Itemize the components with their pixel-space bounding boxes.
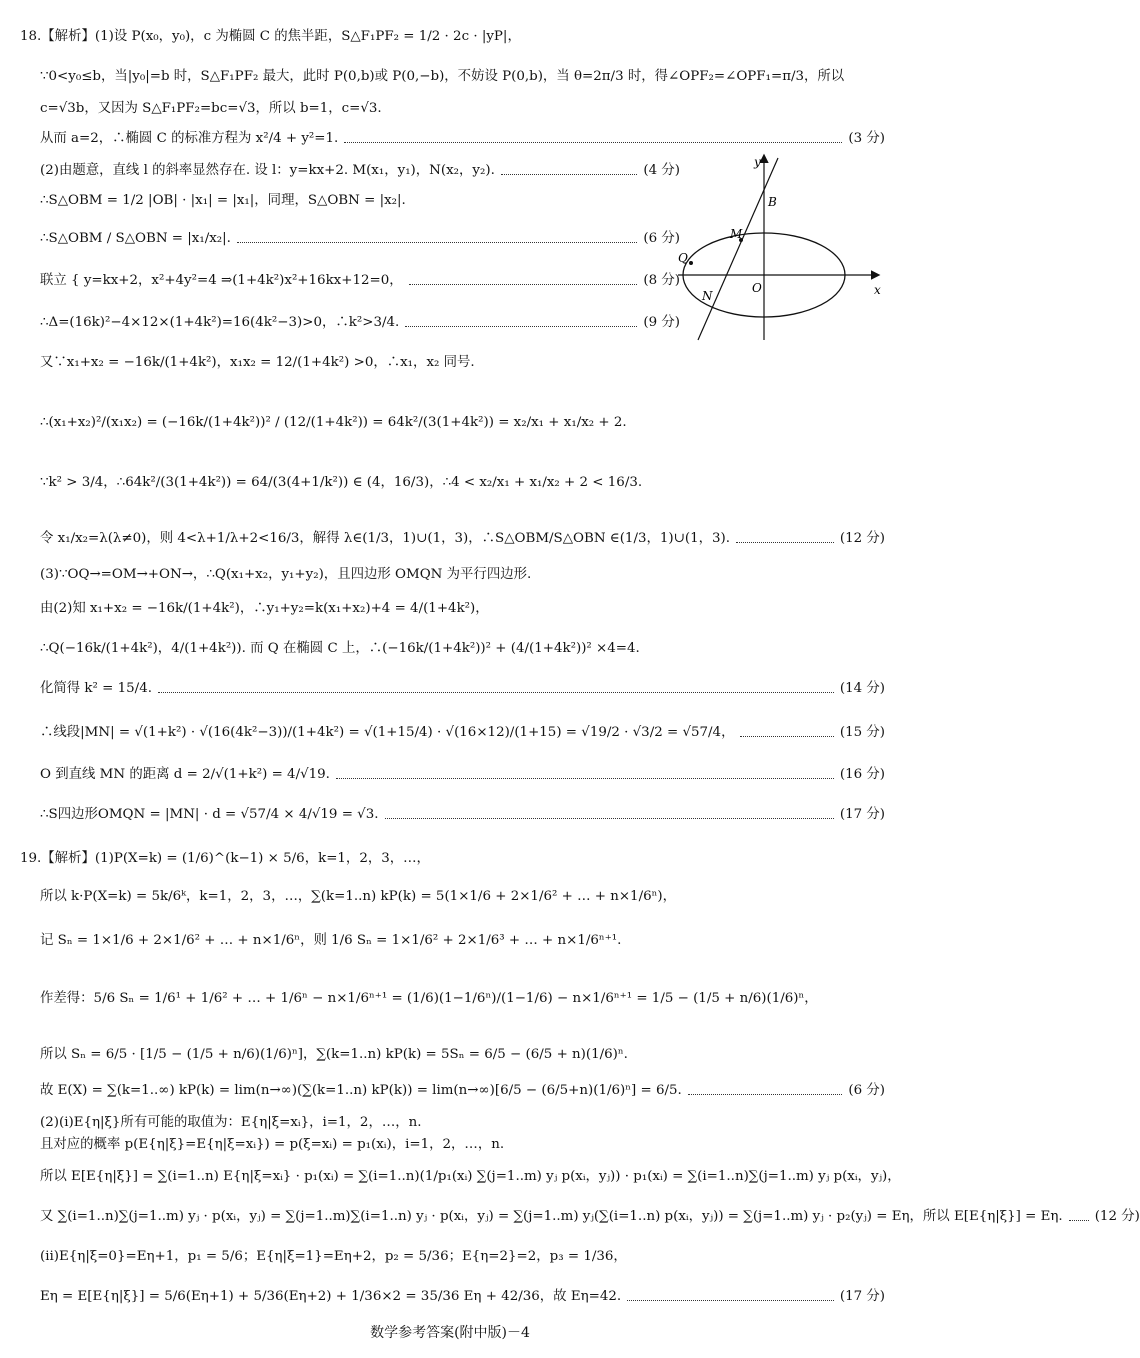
- leader-dots: [158, 692, 834, 693]
- score: (4 分): [643, 163, 680, 178]
- solution-line: 由(2)知 x₁+x₂ = −16k/(1+4k²)，∴y₁+y₂=k(x₁+x₂)+4 = 4/(1+4k²)，: [40, 601, 489, 616]
- ellipse-figure: [678, 150, 888, 340]
- score: (12 分): [1094, 1209, 1140, 1224]
- solution-line: 所以 E[E{η|ξ}] = ∑(i=1..n) E{η|ξ=xᵢ} · p₁(xᵢ) = ∑(i=1..n)(1/p₁(xᵢ) ∑(j=1..m) yⱼ p(xᵢ，yⱼ)) · p₁(xᵢ) = ∑(i=1..n)∑(j=1..m) yⱼ p(xᵢ，yⱼ)，: [40, 1169, 901, 1184]
- label-m: M: [730, 227, 743, 241]
- solution-line: 又 ∑(i=1..n)∑(j=1..m) yⱼ · p(xᵢ，yⱼ) = ∑(j=1..m)∑(i=1..n) yⱼ · p(xᵢ，yⱼ) = ∑(j=1..m) yⱼ(∑(i=1..n) p(xᵢ，yⱼ)) = ∑(j=1..m) yⱼ · p₂(yⱼ) = Eη，所以 E[E{η|ξ}] = Eη. (12 分): [40, 1209, 1140, 1224]
- leader-dots: [409, 284, 638, 285]
- solution-line: ∴Q(−16k/(1+4k²)，4/(1+4k²)). 而 Q 在椭圆 C 上，∴(−16k/(1+4k²))² + (4/(1+4k²))² ×4=4.: [40, 641, 640, 656]
- score: (9 分): [643, 315, 680, 330]
- score: (3 分): [848, 131, 885, 146]
- solution-line: 所以 Sₙ = 6/5 · [1/5 − (1/5 + n/6)(1/6)ⁿ]，∑(k=1..n) kP(k) = 5Sₙ = 6/5 − (6/5 + n)(1/6)ⁿ.: [40, 1047, 628, 1062]
- solution-line: (2)由题意，直线 l 的斜率显然存在. 设 l：y=kx+2. M(x₁，y₁)，N(x₂，y₂). (4 分): [40, 163, 680, 178]
- solution-line: ∵0<y₀≤b，当|y₀|=b 时，S△F₁PF₂ 最大，此时 P(0,b)或 P(0,−b)，不妨设 P(0,b)，当 θ=2π/3 时，得∠OPF₂=∠OPF₁=π/3，所以: [40, 69, 845, 84]
- solution-line: ∴(x₁+x₂)²/(x₁x₂) = (−16k/(1+4k²))² / (12/(1+4k²)) = 64k²/(3(1+4k²)) = x₂/x₁ + x₁/x₂ + 2.: [40, 415, 627, 430]
- leader-dots: [1069, 1220, 1089, 1221]
- solution-line: 记 Sₙ = 1×1/6 + 2×1/6² + … + n×1/6ⁿ，则 1/6 Sₙ = 1×1/6² + 2×1/6³ + … + n×1/6ⁿ⁺¹.: [40, 933, 622, 948]
- solution-line: 化简得 k² = 15/4. (14 分): [40, 681, 885, 696]
- solution-line: ∴S△OBM = 1/2 |OB| · |x₁| = |x₁|，同理，S△OBN = |x₂|.: [40, 193, 406, 208]
- solution-line: 从而 a=2，∴椭圆 C 的标准方程为 x²/4 + y²=1. (3 分): [40, 131, 885, 146]
- line-l: [698, 158, 778, 340]
- solution-line: 故 E(X) = ∑(k=1..∞) kP(k) = lim(n→∞)(∑(k=1..n) kP(k)) = lim(n→∞)[6/5 − (6/5+n)(1/6)ⁿ] = 6/5. (6 分): [40, 1083, 885, 1098]
- score: (14 分): [839, 681, 885, 696]
- solution-line: (3)∵OQ→=OM→+ON→，∴Q(x₁+x₂，y₁+y₂)，且四边形 OMQN 为平行四边形.: [40, 567, 532, 582]
- leader-dots: [385, 818, 834, 819]
- score: (12 分): [839, 531, 885, 546]
- score: (15 分): [839, 725, 885, 740]
- solution-line: 且对应的概率 p(E{η|ξ}=E{η|ξ=xᵢ}) = p(ξ=xᵢ) = p₁(xᵢ)，i=1，2，…，n.: [40, 1137, 505, 1152]
- solution-line: 联立 { y=kx+2，x²+4y²=4 ⇒(1+4k²)x²+16kx+12=0， (8 分): [40, 273, 680, 288]
- solution-line: O 到直线 MN 的距离 d = 2/√(1+k²) = 4/√19. (16 分): [40, 767, 885, 782]
- score: (17 分): [839, 1289, 885, 1304]
- solution-line: c=√3b，又因为 S△F₁PF₂=bc=√3，所以 b=1，c=√3.: [40, 101, 382, 116]
- q19-heading: 19.【解析】(1)P(X=k) = (1/6)^(k−1) × 5/6，k=1，2，3，…，: [20, 851, 430, 866]
- score: (17 分): [839, 807, 885, 822]
- solution-line: ∴Δ=(16k)²−4×12×(1+4k²)=16(4k²−3)>0，∴k²>3/4. (9 分): [40, 315, 680, 330]
- score: (16 分): [839, 767, 885, 782]
- solution-line: 所以 k·P(X=k) = 5k/6ᵏ，k=1，2，3，…，∑(k=1..n) kP(k) = 5(1×1/6 + 2×1/6² + … + n×1/6ⁿ)，: [40, 889, 677, 904]
- score: (8 分): [643, 273, 680, 288]
- leader-dots: [344, 142, 842, 143]
- label-x: x: [874, 283, 881, 297]
- leader-dots: [627, 1300, 834, 1301]
- leader-dots: [736, 542, 834, 543]
- label-q: Q: [678, 251, 688, 265]
- q18-heading: 18.【解析】(1)设 P(x₀，y₀)，c 为椭圆 C 的焦半距，S△F₁PF₂ = 1/2 · 2c · |yP|，: [20, 29, 521, 44]
- solution-line: Eη = E[E{η|ξ}] = 5/6(Eη+1) + 5/36(Eη+2) + 1/36×2 = 35/36 Eη + 42/36，故 Eη=42. (17 分): [40, 1289, 885, 1304]
- leader-dots: [336, 778, 834, 779]
- solution-line: ∵k² > 3/4，∴64k²/(3(1+4k²)) = 64/(3(4+1/k²)) ∈ (4，16/3)，∴4 < x₂/x₁ + x₁/x₂ + 2 < 16/3.: [40, 475, 643, 490]
- point-q: [689, 261, 693, 265]
- label-b: B: [768, 195, 777, 209]
- solution-line: ∴S四边形OMQN = |MN| · d = √57/4 × 4/√19 = √3. (17 分): [40, 807, 885, 822]
- solution-line: ∴线段|MN| = √(1+k²) · √(16(4k²−3))/(1+4k²) = √(1+15/4) · √(16×12)/(1+15) = √19/2 · √3/2 = √57/4， (15 分): [40, 725, 885, 740]
- solution-line: 作差得：5/6 Sₙ = 1/6¹ + 1/6² + … + 1/6ⁿ − n×1/6ⁿ⁺¹ = (1/6)(1−1/6ⁿ)/(1−1/6) − n×1/6ⁿ⁺¹ = 1/5 − (1/5 + n/6)(1/6)ⁿ，: [40, 991, 818, 1006]
- leader-dots: [740, 736, 833, 737]
- leader-dots: [688, 1094, 843, 1095]
- solution-line: 又∵x₁+x₂ = −16k/(1+4k²)，x₁x₂ = 12/(1+4k²) >0，∴x₁，x₂ 同号.: [40, 355, 475, 370]
- score: (6 分): [643, 231, 680, 246]
- leader-dots: [405, 326, 637, 327]
- label-n: N: [702, 289, 713, 303]
- score: (6 分): [848, 1083, 885, 1098]
- leader-dots: [237, 242, 637, 243]
- label-o: O: [752, 281, 762, 295]
- solution-line: ∴S△OBM / S△OBN = |x₁/x₂|. (6 分): [40, 231, 680, 246]
- solution-line: 令 x₁/x₂=λ(λ≠0)，则 4<λ+1/λ+2<16/3，解得 λ∈(1/3，1)∪(1，3)，∴S△OBM/S△OBN ∈(1/3，1)∪(1，3). (12 分): [40, 531, 885, 546]
- page-footer: 数学参考答案(附中版)－4: [370, 1325, 530, 1341]
- leader-dots: [501, 174, 638, 175]
- solution-line: (2)(ⅰ)E{η|ξ}所有可能的取值为：E{η|ξ=xᵢ}，i=1，2，…，n.: [40, 1115, 422, 1130]
- solution-line: (ⅱ)E{η|ξ=0}=Eη+1，p₁ = 5/6；E{η|ξ=1}=Eη+2，p₂ = 5/36；E{η=2}=2，p₃ = 1/36，: [40, 1249, 627, 1264]
- label-y: y: [754, 155, 761, 169]
